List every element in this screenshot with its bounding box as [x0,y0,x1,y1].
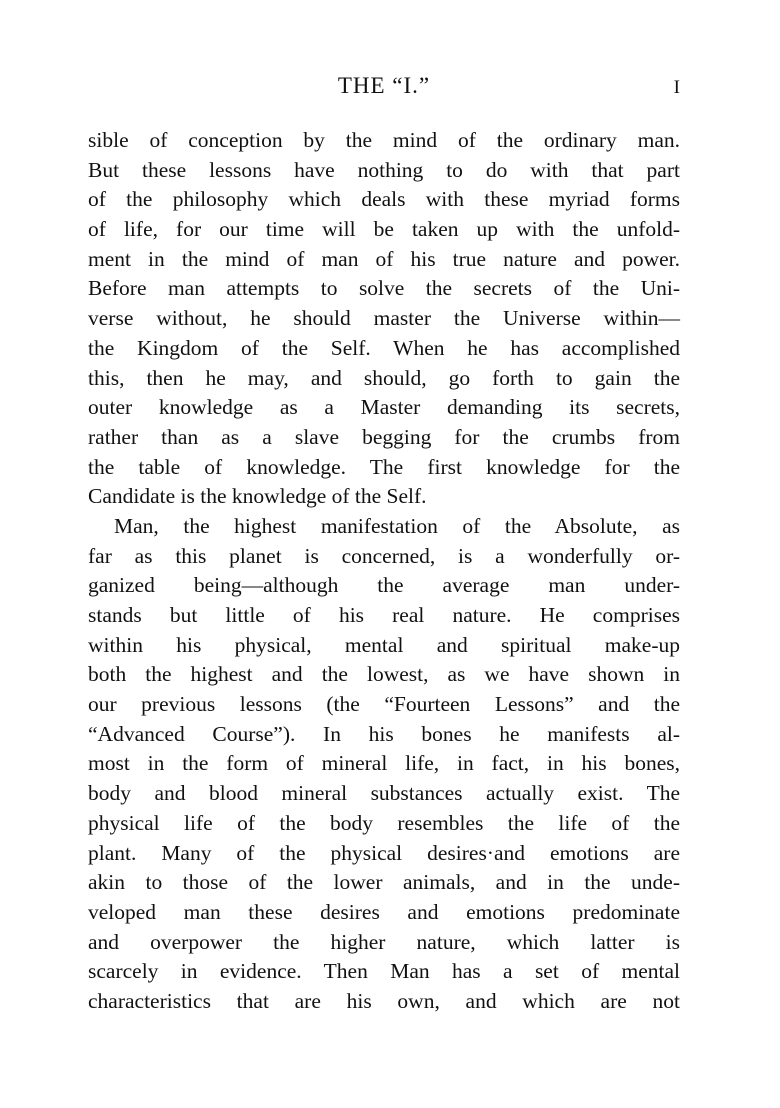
text-line: verse without, he should master the Universe within— [88,306,680,331]
chapter-title: THE “I.” [337,73,431,98]
page-number: I [673,77,680,98]
text-line: sible of conception by the mind of the ordinary man. [88,128,680,152]
text-line: ganized being—although the average man under- [88,573,680,598]
text-line: characteristics that are his own, and which are not [88,988,680,1013]
text-line: most in the form of mineral life, in fact, in his bones, [88,751,680,776]
text-line: plant. Many of the physical desires·and emotions are [88,840,680,865]
text-line: and overpower the higher nature, which latter is [88,929,680,954]
text-line: our previous lessons (the “Fourteen Lessons” and the [88,692,680,717]
body-text [88,126,680,1017]
text-line: veloped man these desires and emotions predominate [88,899,680,924]
text-line: ment in the mind of man of his true nature and power. [88,246,680,271]
text-line: within his physical, mental and spiritual make-up [88,632,680,657]
text-line: both the highest and the lowest, as we have shown in [88,662,680,687]
text-line: rather than as a slave begging for the crumbs from [88,424,680,449]
text-line: far as this planet is concerned, is a wonderfully or- [88,543,680,568]
text-line: “Advanced Course”). In his bones he manifests al- [88,721,680,746]
text-line: Before man attempts to solve the secrets of the Uni- [88,276,680,301]
paragraph-end-line: Candidate is the knowledge of the Self. [88,484,427,509]
text-line: scarcely in evidence. Then Man has a set of mental [88,959,680,984]
text-line: But these lessons have nothing to do with that part [88,157,680,182]
text-line: stands but little of his real nature. He comprises [88,603,680,627]
text-line: outer knowledge as a Master demanding its secrets, [88,395,680,420]
text-line: the Kingdom of the Self. When he has accomplished [88,335,680,360]
text-line: of life, for our time will be taken up with the unfold- [88,217,680,242]
text-line: this, then he may, and should, go forth to gain the [88,365,680,390]
text-line: the table of knowledge. The first knowledge for the [88,454,680,479]
paragraph-first-line: Man, the highest manifestation of the Absolute, as [114,513,680,538]
text-line: physical life of the body resembles the life of the [88,810,680,835]
text-line: akin to those of the lower animals, and in the unde- [88,870,680,895]
text-line: body and blood mineral substances actually exist. The [88,781,680,806]
text-line: of the philosophy which deals with these myriad forms [88,187,680,212]
running-head [88,66,680,106]
